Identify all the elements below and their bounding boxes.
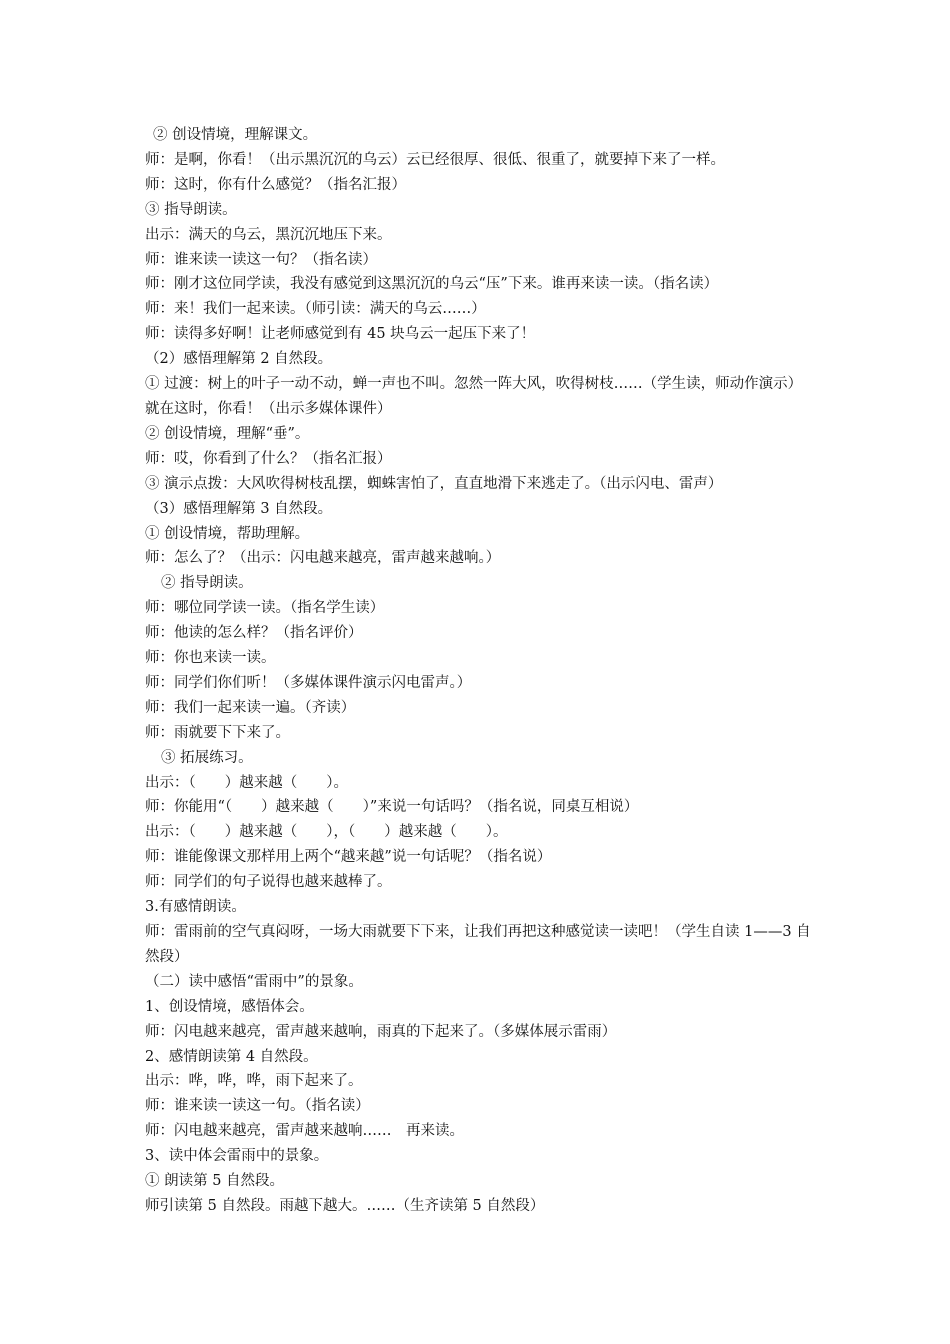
- text-line: 师：你能用“（ ）越来越（ ）”来说一句话吗？（指名说，同桌互相说）: [145, 799, 639, 816]
- text-line: ③ 拓展练习。: [161, 749, 253, 766]
- text-line: 师：雨就要下下来了。: [145, 724, 290, 741]
- text-line: 2、感情朗读第 4 自然段。: [145, 1048, 318, 1065]
- text-line: 师引读第 5 自然段。雨越下越大。……（生齐读第 5 自然段）: [145, 1197, 545, 1214]
- text-line: ③ 指导朗读。: [145, 201, 237, 218]
- text-line: 师：哪位同学读一读。（指名学生读）: [145, 600, 385, 617]
- text-line: 师：他读的怎么样？（指名评价）: [145, 625, 363, 642]
- section-heading: （3）感悟理解第 3 自然段。: [145, 500, 333, 517]
- text-paragraph: ① 过渡：树上的叶子一动不动，蝉一声也不叫。忽然一阵大风，吹得树枝……（学生读，师动作演示）就在这时，你看！（出示多媒体课件）: [145, 376, 803, 417]
- text-line: 出示：（ ）越来越（ ）。: [145, 774, 348, 791]
- document-page: [145, 123, 813, 1219]
- text-line: 1、创设情境，感悟体会。: [145, 998, 314, 1015]
- text-line: 师：闪电越来越亮，雷声越来越响，雨真的下起来了。（多媒体展示雷雨）: [145, 1023, 617, 1040]
- text-line: ① 创设情境，帮助理解。: [145, 525, 310, 542]
- text-line: 师：是啊，你看！（出示黑沉沉的乌云）云已经很厚、很低、很重了，就要掉下来了一样。: [145, 151, 725, 168]
- text-line: ② 指导朗读。: [161, 575, 253, 592]
- text-line: 出示：满天的乌云，黑沉沉地压下来。: [145, 226, 392, 243]
- text-line: 师：同学们的句子说得也越来越棒了。: [145, 874, 392, 891]
- text-line: ① 朗读第 5 自然段。: [145, 1173, 285, 1190]
- text-line: ② 创设情境，理解课文。: [153, 127, 318, 143]
- text-line: 师：谁能像课文那样用上两个“越来越”说一句话呢？（指名说）: [145, 849, 552, 866]
- text-line: 师：怎么了？（出示：闪电越来越亮，雷声越来越响。）: [145, 550, 501, 567]
- section-heading: （二）读中感悟“雷雨中”的景象。: [145, 973, 363, 990]
- text-line: 师：你也来读一读。: [145, 650, 276, 667]
- text-line: 3、读中体会雷雨中的景象。: [145, 1148, 329, 1165]
- text-line: 出示：哗，哗，哗，雨下起来了。: [145, 1073, 363, 1090]
- text-line: 师：闪电越来越亮，雷声越来越响…… 再来读。: [145, 1123, 464, 1140]
- text-line: 师：谁来读一读这一句。（指名读）: [145, 1098, 370, 1115]
- section-heading: 3.有感情朗读。: [145, 899, 246, 916]
- text-line: 师：谁来读一读这一句？（指名读）: [145, 251, 377, 268]
- text-line: 师：这时，你有什么感觉？（指名汇报）: [145, 176, 406, 193]
- text-line: 师：刚才这位同学读，我没有感觉到这黑沉沉的乌云“压”下来。谁再来读一读。（指名读）: [145, 276, 719, 293]
- section-heading: （2）感悟理解第 2 自然段。: [145, 351, 333, 368]
- text-line: 师：读得多好啊！让老师感觉到有 45 块乌云一起压下来了！: [145, 326, 536, 343]
- text-line: 师：同学们你们听！（多媒体课件演示闪电雷声。）: [145, 674, 472, 691]
- text-line: ③ 演示点拨：大风吹得树枝乱摆，蜘蛛害怕了，直直地滑下来逃走了。（出示闪电、雷声）: [145, 475, 723, 492]
- text-line: 师：我们一起来读一遍。（齐读）: [145, 699, 356, 716]
- text-line: 师：哎，你看到了什么？（指名汇报）: [145, 450, 392, 467]
- text-paragraph: 师：雷雨前的空气真闷呀，一场大雨就要下下来，让我们再把这种感觉读一读吧！（学生自读 1——3 自然段）: [145, 924, 811, 965]
- text-line: ② 创设情境，理解“垂”。: [145, 425, 310, 442]
- text-line: 师：来！我们一起来读。（师引读：满天的乌云……）: [145, 301, 486, 318]
- text-line: 出示：（ ）越来越（ ），（ ）越来越（ ）。: [145, 824, 508, 841]
